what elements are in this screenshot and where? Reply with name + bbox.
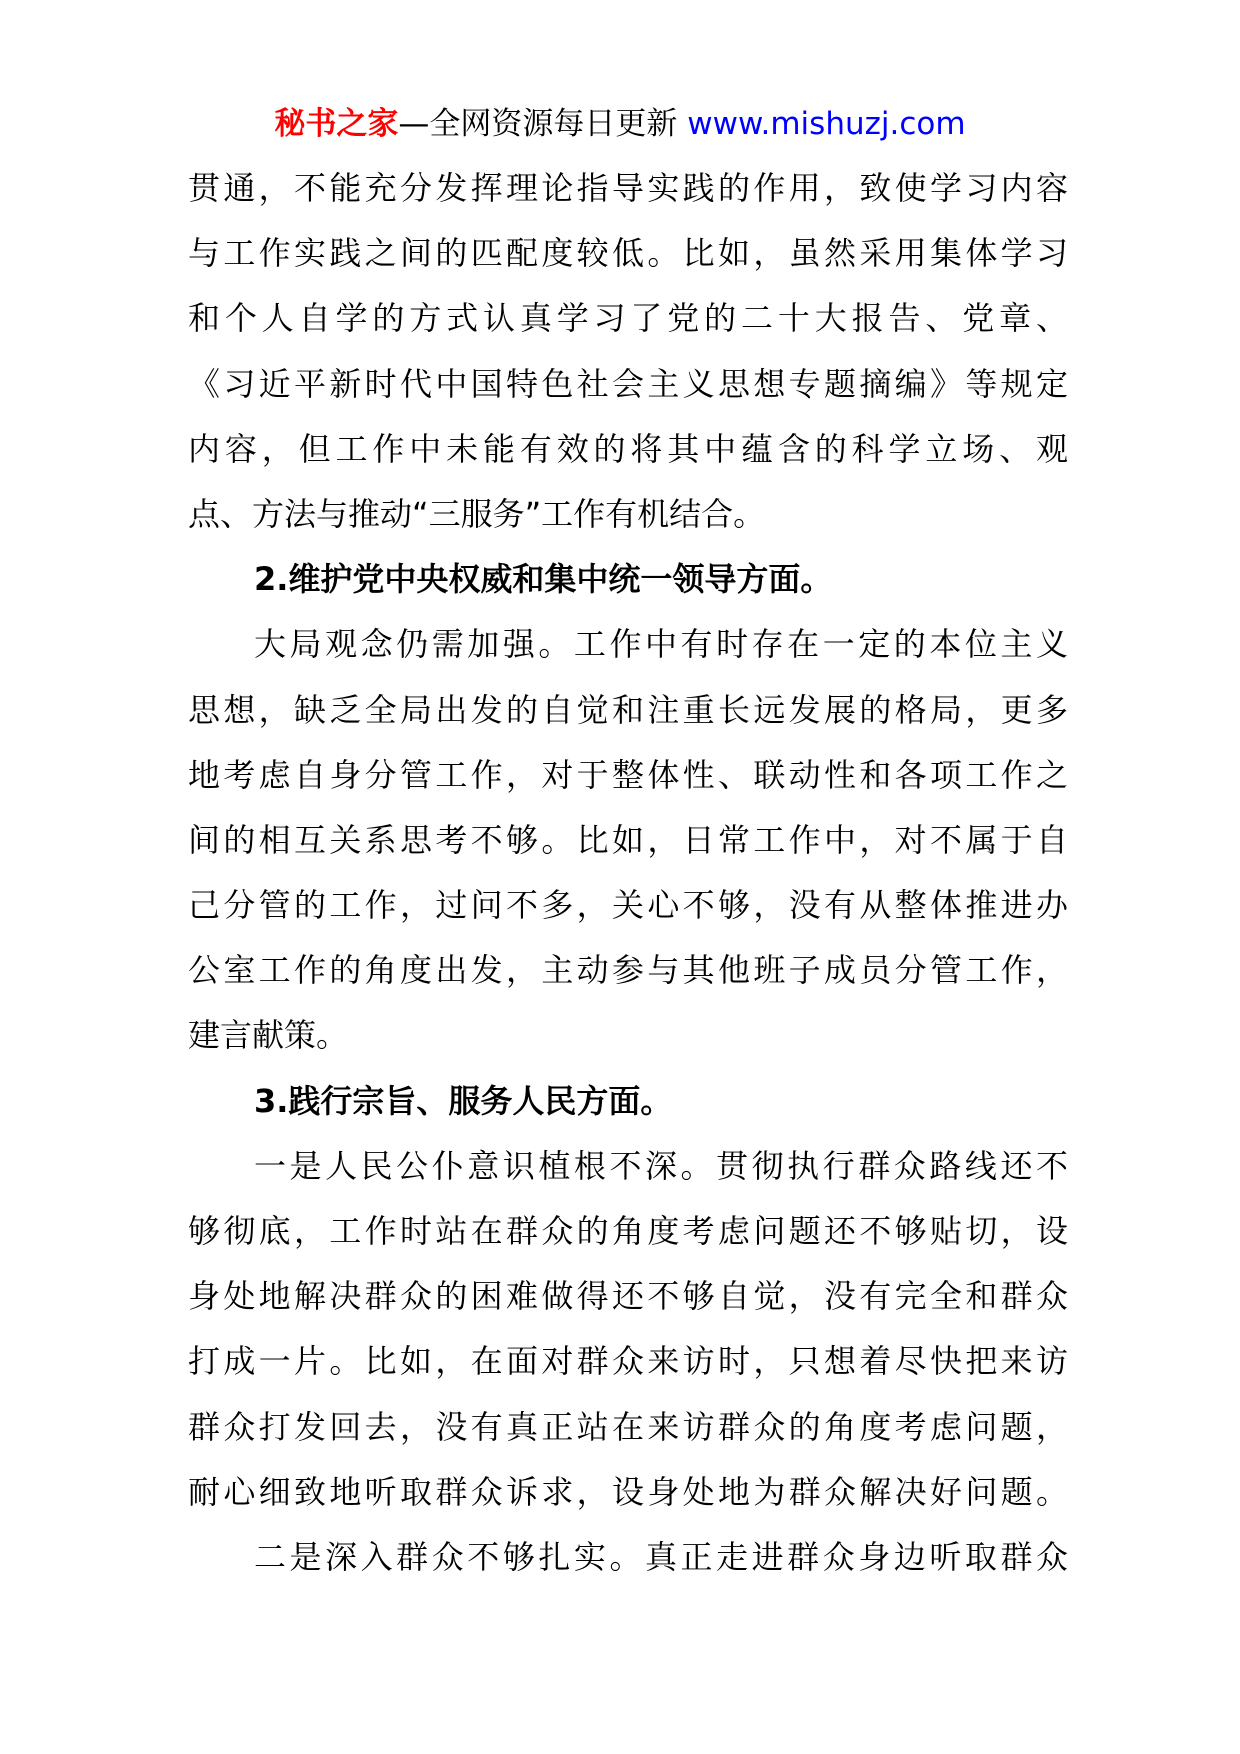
section-heading-2: 2.维护党中央权威和集中统一领导方面。 [254,560,833,599]
body-line: 建言献策。 [188,1016,349,1055]
document-body [188,156,1068,1590]
body-line: 与工作实践之间的匹配度较低。比如，虽然采用集体学习 [188,234,1068,273]
body-line: 《习近平新时代中国特色社会主义思想专题摘编》等规定 [188,364,1068,403]
brand-tagline: —全网资源每日更新 [398,106,678,142]
brand-name: 秘书之家 [274,106,399,142]
body-line: 公室工作的角度出发，主动参与其他班子成员分管工作， [188,951,1068,990]
body-line: 和个人自学的方式认真学习了党的二十大报告、党章、 [188,299,1068,338]
body-line: 己分管的工作，过问不多，关心不够，没有从整体推进办 [188,886,1068,925]
body-line: 二是深入群众不够扎实。真正走进群众身边听取群众 [254,1537,1068,1576]
site-url: www.mishuzj.com [687,106,966,142]
body-line: 贯通，不能充分发挥理论指导实践的作用，致使学习内容 [188,169,1068,207]
body-line: 内容，但工作中未能有效的将其中蕴含的科学立场、观 [188,429,1068,468]
body-line: 思想，缺乏全局出发的自觉和注重长远发展的格局，更多 [188,690,1068,729]
body-line: 一是人民公仆意识植根不深。贯彻执行群众路线还不 [254,1146,1068,1185]
body-line: 耐心细致地听取群众诉求，设身处地为群众解决好问题。 [188,1472,1068,1511]
body-line: 间的相互关系思考不够。比如，日常工作中，对不属于自 [188,820,1068,859]
body-line: 大局观念仍需加强。工作中有时存在一定的本位主义 [254,625,1068,664]
site-watermark-header [0,104,1240,144]
body-line: 群众打发回去，没有真正站在来访群众的角度考虑问题， [188,1407,1068,1446]
body-line: 点、方法与推动“三服务”工作有机结合。 [188,494,766,533]
body-line: 够彻底，工作时站在群众的角度考虑问题还不够贴切，设 [188,1212,1068,1250]
body-line: 地考虑自身分管工作，对于整体性、联动性和各项工作之 [188,755,1068,794]
body-line: 身处地解决群众的困难做得还不够自觉，没有完全和群众 [188,1277,1068,1316]
body-line: 打成一片。比如，在面对群众来访时，只想着尽快把来访 [188,1342,1068,1381]
section-heading-3: 3.践行宗旨、服务人民方面。 [254,1081,673,1120]
